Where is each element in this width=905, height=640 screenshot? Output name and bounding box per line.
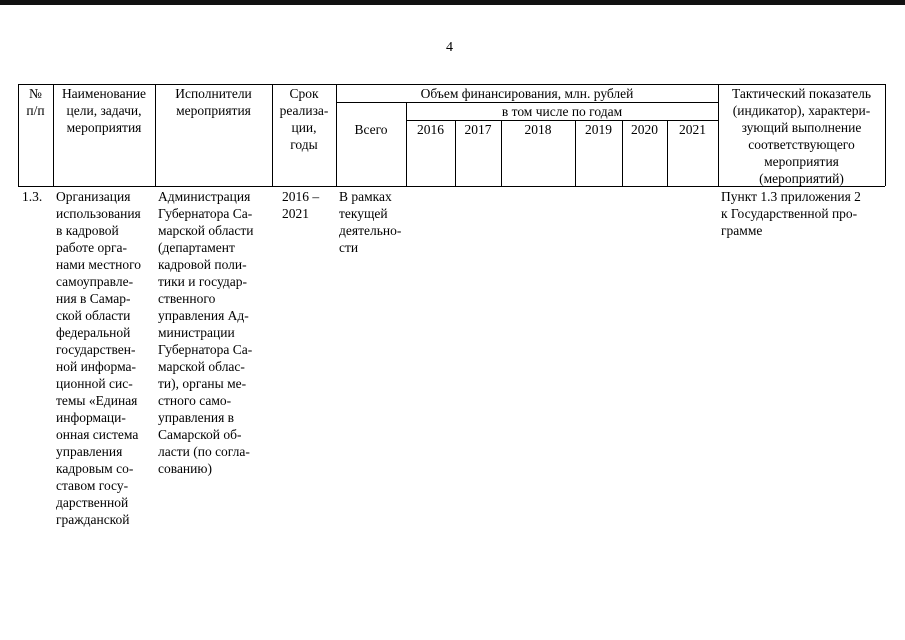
header-year-2020: 2020 <box>631 122 658 137</box>
header-num: № п/п <box>26 86 45 118</box>
header-year-2019: 2019 <box>585 122 612 137</box>
header-year-2017: 2017 <box>464 122 492 137</box>
header-by-years: в том числе по годам <box>501 104 623 119</box>
top-border-rule <box>0 0 905 5</box>
header-year-2018: 2018 <box>524 122 552 137</box>
page-number: 4 <box>446 40 453 55</box>
header-total: Всего <box>354 122 388 137</box>
row-executors: Администрация Губернатора Са- марской области (департамент кадровой поли- тики и государ- ственного управления Ад- министрации Губернатора Са- марской облас- ти), органы ме- стного само- управления в Самарской об- ласти (по согла- сованию) <box>158 189 254 476</box>
header-year-2016: 2016 <box>417 122 444 137</box>
row-indicator: Пункт 1.3 приложения 2 к Государственной про- грамме <box>721 189 861 238</box>
header-name: Наименование цели, задачи, мероприятия <box>61 86 147 135</box>
header-term: Срок реализа- ции, годы <box>279 86 329 152</box>
header-funding-title: Объем финансирования, млн. рублей <box>420 86 634 101</box>
row-num: 1.3. <box>22 189 43 204</box>
row-term: 2016 – 2021 <box>282 189 320 221</box>
col-border <box>885 84 886 186</box>
header-year-2021: 2021 <box>679 122 706 137</box>
row-name: Организация использования в кадровой работе орга- нами местного самоуправле- ния в Самар- ской области федеральной государствен- ной информа- ционной сис- темы «Единая информаци- онная система управления кадровым со- ставом госу- дарственной гражданской <box>56 189 142 527</box>
header-indicator: Тактический показатель (индикатор), характери- зующий выполнение соответствующего мероприятия (мероприятий) <box>732 86 871 186</box>
header-executors: Исполнители мероприятия <box>175 86 252 118</box>
row-total: В рамках текущей деятельно- сти <box>339 189 402 255</box>
